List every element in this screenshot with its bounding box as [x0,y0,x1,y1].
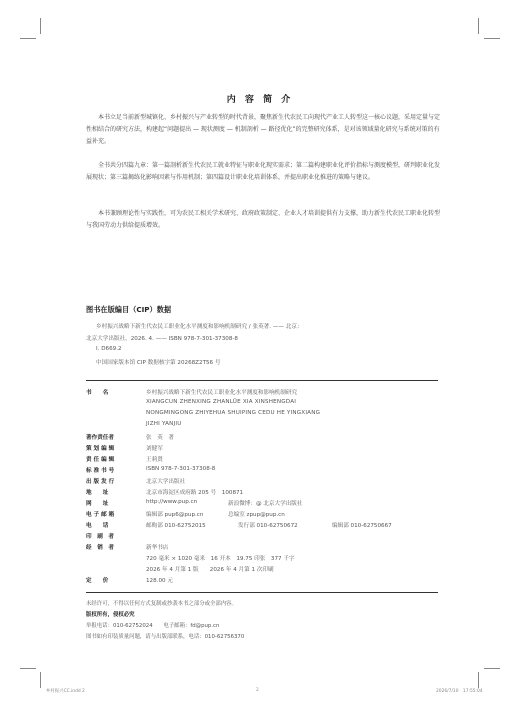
phone-editorial: 编辑部 010-62750667 [332,523,392,529]
info-value: 张 英 著 [146,435,174,441]
info-label: 印 刷 者 [86,534,114,540]
info-edition: 2026 年 4 月第 1 版 2026 年 4 月第 1 次印刷 [146,567,274,573]
info-label: 经 销 者 [86,545,114,551]
price-value: 128.00 元 [146,578,173,584]
info-row [86,433,446,444]
info-label: 网 址 [86,501,109,507]
crop-mark [20,668,36,669]
copyright-notice: 未经许可，不得以任何方式复制或抄袭本书之部分或全部内容。 [86,601,237,607]
info-label: 责 任 编 辑 [86,457,115,463]
info-pinyin: XIANGCUN ZHENXING ZHANLÜE XIA XINSHENGDAI [146,399,297,405]
crop-mark [484,668,500,669]
info-distributor-row [86,543,446,554]
info-label: 定 价 [86,578,109,584]
info-phone-row [86,521,446,532]
info-email-row [86,510,446,521]
summary-paragraph-3: 本书兼顾理论性与实践性，可为农民工相关学术研究、政府政策制定、企业人才培训提供有力支撑，助力新生代农民工职业化转型与我国劳动力供给提质增效。 [86,210,441,229]
info-label: 出 版 发 行 [86,479,115,485]
info-row [86,444,446,455]
info-book-title-row [86,388,446,399]
info-row [86,455,446,466]
report-contact: 举报电话：010-62752024 电子邮箱：fd@pup.cn [86,623,220,629]
info-label: 标 准 书 号 [86,468,115,474]
info-spec-row [86,554,446,565]
slug-filename: 乡村振兴CC.indd 2 [46,689,85,694]
info-pinyin-row [86,399,446,410]
cip-line-2: 北京大学出版社，2026. 4. —— ISBN 978-7-301-37308-8 [86,336,238,342]
info-pinyin-row [86,421,446,432]
email-general[interactable]: 总编室 zpup@pup.cn [228,512,285,518]
divider [86,592,438,593]
info-label: 著作责任者 [86,435,114,441]
email-editorial[interactable]: 编辑部 pup6@pup.cn [146,512,204,518]
info-value: 王莉贤 [146,457,163,463]
crop-mark [478,18,479,34]
summary-paragraph-1: 本书立足当前新型城镇化、乡村振兴与产业转型的时代背景，聚焦新生代农民工向现代产业工人转型这一核心议题，采用定量与定性相结合的研究方法，构建起“问题提出 — 现状测度 — 机制剖析 — 路径优化”的完整研究体系，是对该领域量化研究与系统对策的有益补充。 [86,114,441,145]
cip-line-3: Ⅰ. D669.2 [96,346,122,352]
info-row [86,466,446,477]
divider [86,380,438,381]
info-value: 新华书店 [146,545,169,551]
info-value: ISBN 978-7-301-37308-8 [146,466,216,472]
info-spec: 720 毫米 × 1020 毫米 16 开本 19.75 印张 377 千字 [146,556,295,562]
crop-mark [20,38,36,39]
cip-line-1: 乡村振兴战略下新生代农民工职业化水平测度和影响机制研究 / 张英著. —— 北京： [96,324,303,330]
info-label: 电 子 邮 箱 [86,512,115,518]
info-edition-row [86,565,446,576]
info-row [86,477,446,488]
info-label: 策 划 编 辑 [86,446,115,452]
crop-mark [478,672,479,688]
info-pinyin-row [86,410,446,421]
crop-mark [40,18,41,34]
info-web-row [86,499,446,510]
info-value: 北京市海淀区成府路 205 号 100871 [146,490,244,496]
weibo-handle: 新浪微博：@ 北京大学出版社 [228,501,303,507]
info-value: 刘健军 [146,446,163,452]
rights-reserved: 版权所有，侵权必究 [86,612,135,618]
summary-paragraph-2: 全书共分四篇九章：第一篇剖析新生代农民工就业特征与职业化现实需求；第二篇构建职业化评价指标与测度模型，研判职业化发展现状；第三篇揭练化影响因素与作用机制；第四篇设计职业化培训体系，并提出职业化推进的策略与建议。 [86,162,441,181]
phone-mailorder: 邮购部 010-62752015 [146,523,206,529]
slug-page: 2 [256,688,259,693]
website-link[interactable]: http://www.pup.cn [146,499,198,505]
quality-contact: 图书如有印装质量问题，请与出版部联系，电话：010-62756370 [86,634,245,640]
phone-distribution: 发行部 010-62750672 [238,523,298,529]
crop-mark [484,38,500,39]
info-row [86,488,446,499]
info-label: 电 话 [86,523,109,529]
summary-title: 内 容 简 介 [226,95,294,105]
info-pinyin: JIZHI YANJIU [146,421,182,427]
info-value: 北京大学出版社 [146,479,186,485]
slug-timestamp: 2026/7/10 17:55:04 [436,689,483,694]
info-label: 书 名 [86,390,109,396]
cip-heading: 图书在版编目（CIP）数据 [86,305,172,314]
crop-mark [40,672,41,688]
cip-line-4: 中国国家版本馆 CIP 数据核字第 20268Z2T56 号 [96,360,221,366]
info-price-row [86,576,446,587]
info-label: 地 址 [86,490,109,496]
info-printer-row [86,532,446,543]
info-pinyin: NONGMINGONG ZHIYEHUA SHUIPING CEDU HE YINGXIANG [146,410,321,416]
info-value: 乡村振兴战略下新生代农民工职业化水平测度和影响机制研究 [146,390,298,396]
